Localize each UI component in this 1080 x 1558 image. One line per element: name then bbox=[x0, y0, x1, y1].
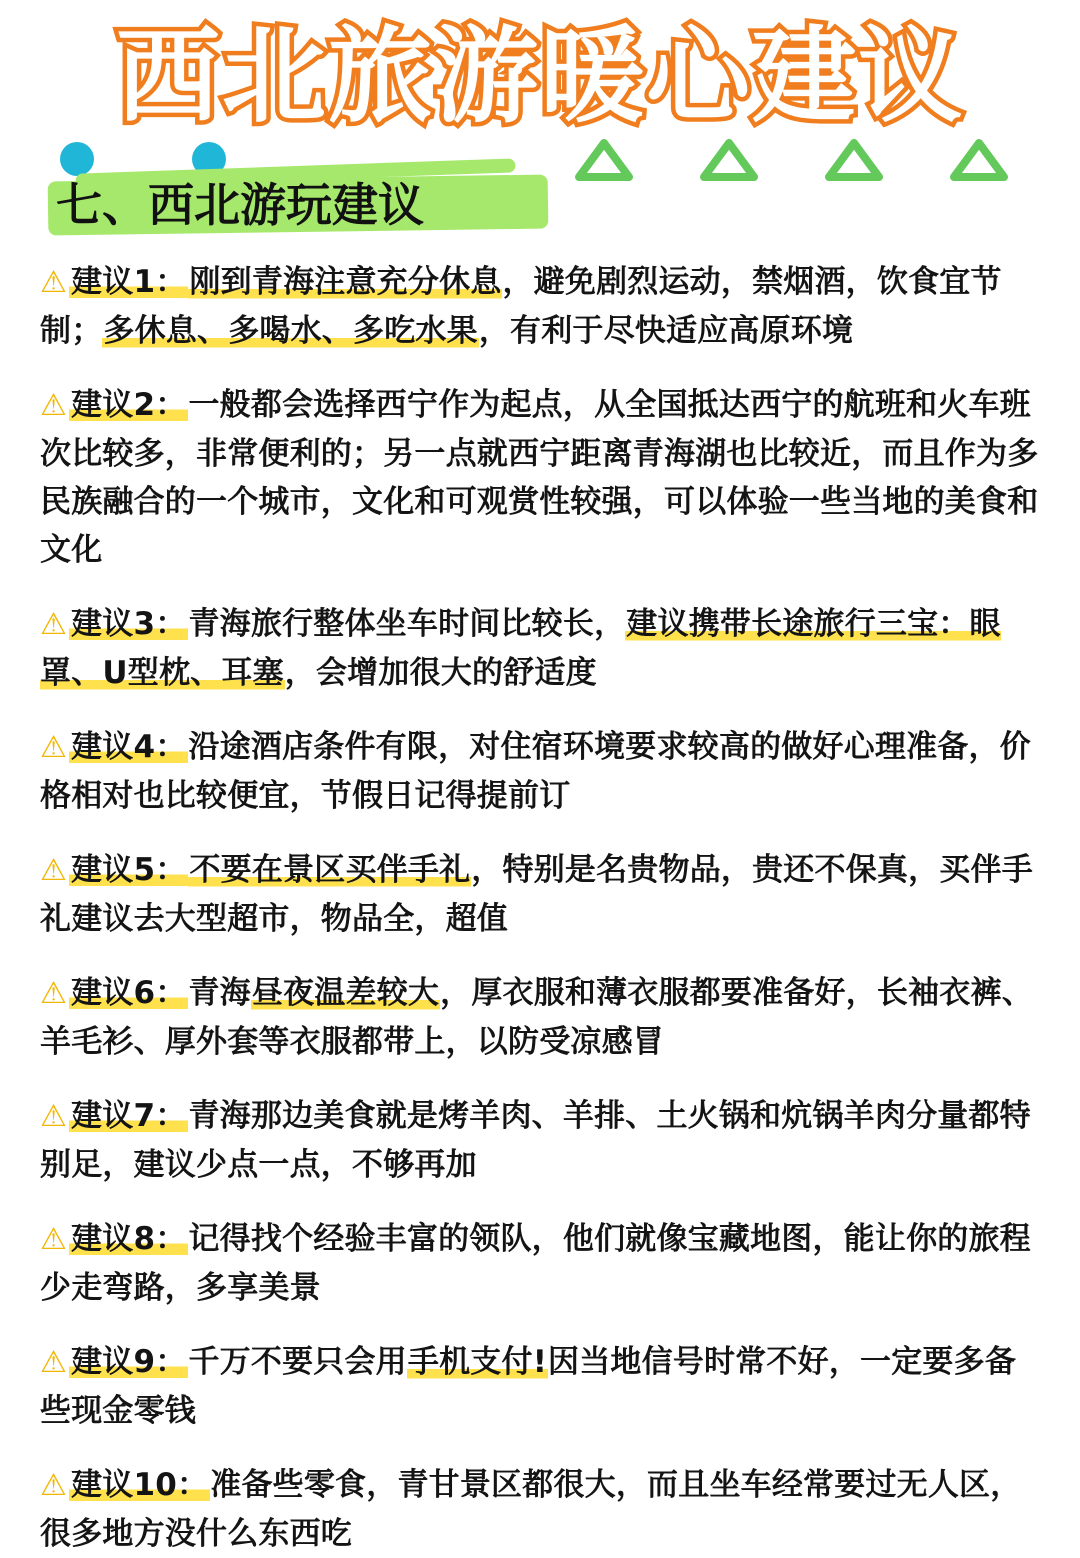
list-item bbox=[40, 846, 1046, 943]
tip-text: ，厚衣服和薄衣服都要准备好，长袖衣裤、羊毛衫、厚外套等衣服都带上，以防受凉感冒 bbox=[40, 975, 1033, 1060]
warning-icon: ⚠ bbox=[40, 1099, 68, 1134]
tip-label: 建议4： bbox=[71, 729, 187, 765]
list-item bbox=[40, 1215, 1046, 1312]
tip-text: ，有利于尽快适应高原环境 bbox=[478, 313, 854, 349]
circle-dot-icon bbox=[60, 142, 94, 176]
tip-label: 建议1： bbox=[71, 264, 187, 300]
tip-text: 记得找个经验丰富的领队，他们就像宝藏地图，能让你的旅程少走弯路，多享美景 bbox=[40, 1221, 1031, 1306]
tip-text: ，特别是名贵物品，贵还不保真，买伴手礼建议去大型超市，物品全，超值 bbox=[40, 852, 1033, 937]
list-item bbox=[40, 1338, 1046, 1435]
tip-text: ，会增加很大的舒适度 bbox=[284, 655, 597, 691]
title-block bbox=[0, 0, 1080, 150]
tip-label: 建议3： bbox=[71, 606, 187, 642]
triangle-outline-icon bbox=[700, 138, 746, 178]
list-item bbox=[40, 600, 1046, 697]
tip-text: 青海那边美食就是烤羊肉、羊排、土火锅和炕锅羊肉分量都特别足，建议少点一点，不够再加 bbox=[40, 1098, 1031, 1183]
triangle-outline-icon bbox=[825, 138, 871, 178]
tip-label: 建议2： bbox=[71, 387, 187, 423]
warning-icon: ⚠ bbox=[40, 265, 68, 300]
tip-text: ，避免剧烈运动，禁烟酒，饮食宜节制； bbox=[40, 264, 1002, 349]
list-item bbox=[40, 1461, 1046, 1558]
warning-icon: ⚠ bbox=[40, 607, 68, 642]
tip-text: 准备些零食，青甘景区都很大，而且坐车经常要过无人区，很多地方没什么东西吃 bbox=[40, 1467, 1022, 1552]
tip-highlight: 建议携带长途旅行三宝：眼罩、U型枕、耳塞 bbox=[40, 606, 1001, 691]
warning-icon: ⚠ bbox=[40, 1345, 68, 1380]
section-heading bbox=[42, 172, 562, 244]
tip-label: 建议7： bbox=[71, 1098, 187, 1134]
tip-label: 建议10： bbox=[71, 1467, 209, 1503]
tip-text: 一般都会选择西宁作为起点，从全国抵达西宁的航班和火车班次比较多，非常便利的；另一点就西宁距离青海湖也比较近，而且作为多民族融合的一个城市，文化和可观赏性较强，可以体验一些当地的美食和文化 bbox=[40, 387, 1039, 568]
tip-highlight: 手机支付! bbox=[407, 1344, 548, 1380]
tip-label: 建议8： bbox=[71, 1221, 187, 1257]
tip-highlight: 昼夜温差较大 bbox=[251, 975, 440, 1011]
list-item bbox=[40, 1092, 1046, 1189]
warning-icon: ⚠ bbox=[40, 853, 68, 888]
list-item bbox=[40, 381, 1046, 574]
tip-text: 千万不要只会用 bbox=[188, 1344, 407, 1380]
warning-icon: ⚠ bbox=[40, 976, 68, 1011]
list-item bbox=[40, 258, 1046, 355]
tip-highlight: 多休息、多喝水、多吃水果 bbox=[103, 313, 478, 349]
tip-text: 沿途酒店条件有限，对住宿环境要求较高的做好心理准备，价格相对也比较便宜，节假日记得提前订 bbox=[40, 729, 1031, 814]
tip-label: 建议9： bbox=[71, 1344, 187, 1380]
warning-icon: ⚠ bbox=[40, 388, 68, 423]
warning-icon: ⚠ bbox=[40, 730, 68, 765]
section-heading-text: 七、西北游玩建议 bbox=[56, 178, 424, 232]
page-title: 西北旅游暖心建议 bbox=[115, 15, 964, 137]
warning-icon: ⚠ bbox=[40, 1222, 68, 1257]
warning-icon: ⚠ bbox=[40, 1468, 68, 1503]
tip-label: 建议6： bbox=[71, 975, 187, 1011]
tip-text: 青海 bbox=[188, 975, 251, 1011]
triangle-outline-icon bbox=[950, 138, 996, 178]
list-item bbox=[40, 969, 1046, 1066]
tip-highlight: 不要在景区买伴手礼 bbox=[189, 852, 471, 888]
tip-label: 建议5： bbox=[71, 852, 187, 888]
tips-list bbox=[0, 254, 1080, 1558]
tip-text: 因当地信号时常不好，一定要多备些现金零钱 bbox=[40, 1344, 1017, 1429]
tip-text: 青海旅行整体坐车时间比较长， bbox=[188, 606, 626, 642]
list-item bbox=[40, 723, 1046, 820]
triangle-outline-icon bbox=[575, 138, 621, 178]
tip-highlight: 刚到青海注意充分休息 bbox=[189, 264, 502, 300]
